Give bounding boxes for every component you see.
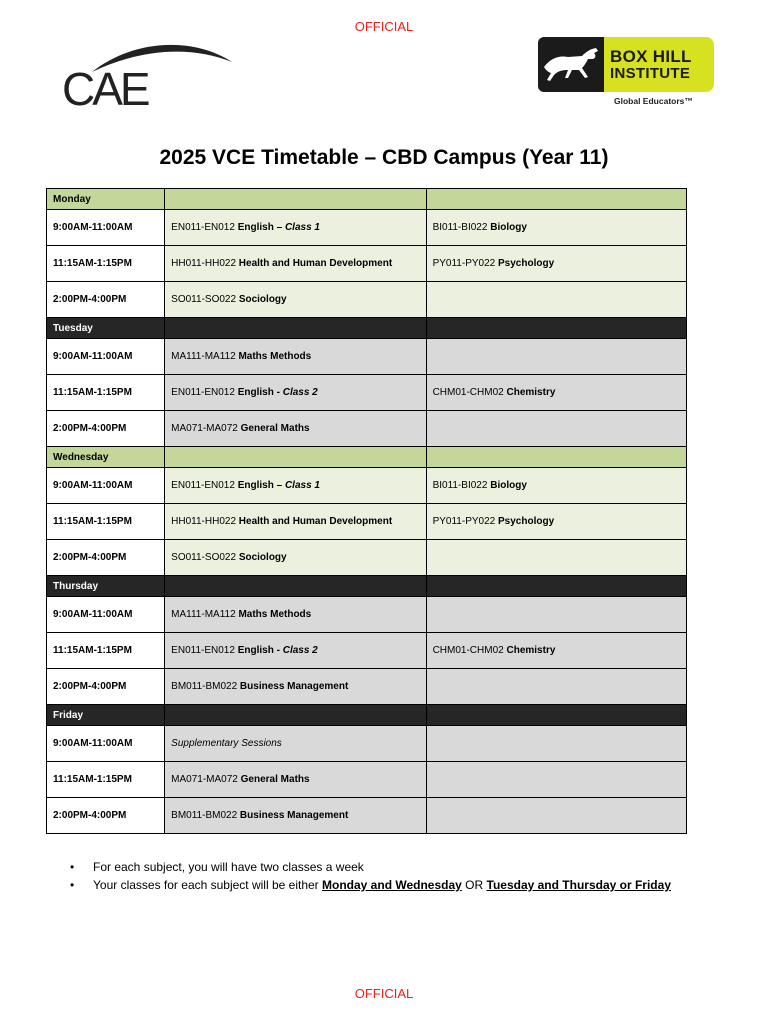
subject-name: Health and Human Development (238, 258, 393, 269)
table-row (47, 762, 687, 798)
page-title: 2025 VCE Timetable – CBD Campus (Year 11) (159, 146, 609, 169)
bullet-icon: • (70, 878, 75, 892)
subject-cell (426, 762, 686, 798)
subject-code: BM011-BM022 (171, 681, 238, 692)
subject-name: Health and Human Development (238, 516, 393, 527)
note-days-option-1: Monday and Wednesday (322, 878, 462, 892)
subject-name: Sociology (238, 294, 287, 305)
subject-code: BI011-BI022 (432, 480, 488, 491)
table-row (47, 411, 687, 447)
subject-cell (165, 468, 426, 504)
bhi-logo-line2: INSTITUTE (610, 65, 691, 82)
subject-code: EN011-EN012 (171, 222, 235, 233)
table-row (47, 669, 687, 705)
subject-code: BI011-BI022 (432, 222, 488, 233)
day-header-cell (165, 576, 426, 597)
day-header-cell (426, 189, 686, 210)
time-slot: 2:00PM-4:00PM (47, 669, 165, 705)
subject-cell (426, 669, 686, 705)
subject-code: EN011-EN012 (171, 645, 235, 656)
day-header-row (47, 705, 687, 726)
note-item (70, 858, 671, 876)
subject-name: Maths Methods (238, 609, 312, 620)
table-row (47, 468, 687, 504)
subject-cell (426, 375, 686, 411)
subject-cell (165, 798, 426, 834)
subject-name: Biology (490, 222, 527, 233)
subject-cell (426, 504, 686, 540)
day-header-cell (165, 318, 426, 339)
note-text-mid: OR (461, 878, 487, 892)
subject-cell (426, 411, 686, 447)
official-marking-bottom: OFFICIAL (354, 986, 414, 1001)
class-number: Class 1 (284, 480, 320, 491)
cae-logo (62, 38, 234, 115)
subject-code: EN011-EN012 (171, 387, 235, 398)
subject-name: Business Management (239, 681, 349, 692)
subject-cell (426, 633, 686, 669)
time-slot: 11:15AM-1:15PM (47, 504, 165, 540)
table-row (47, 633, 687, 669)
box-hill-institute-logo (538, 37, 716, 109)
subject-cell (426, 798, 686, 834)
day-header-cell (165, 189, 426, 210)
subject-code: MA071-MA072 (171, 774, 238, 785)
subject-name: Sociology (238, 552, 287, 563)
class-separator: - (273, 645, 283, 656)
bhi-logo-line1: BOX HILL (610, 47, 692, 66)
subject-code: CHM01-CHM02 (432, 645, 504, 656)
day-header-cell (426, 705, 686, 726)
subject-code: PY011-PY022 (432, 258, 496, 269)
subject-cell (426, 210, 686, 246)
table-row (47, 798, 687, 834)
subject-name: Business Management (239, 810, 349, 821)
table-row (47, 540, 687, 576)
subject-code: MA111-MA112 (171, 609, 236, 620)
time-slot: 11:15AM-1:15PM (47, 762, 165, 798)
table-row (47, 246, 687, 282)
subject-name: General Maths (240, 423, 310, 434)
day-name: Friday (47, 705, 165, 726)
subject-name: Maths Methods (238, 351, 312, 362)
day-header-cell (165, 705, 426, 726)
bhi-tagline: Global Educators™ (614, 96, 693, 106)
day-header-row (47, 189, 687, 210)
table-row (47, 339, 687, 375)
horse-icon (538, 37, 604, 92)
subject-cell (165, 375, 426, 411)
subject-name: Biology (490, 480, 527, 491)
subject-name: English (237, 480, 274, 491)
subject-name: Chemistry (506, 645, 556, 656)
day-header-row (47, 318, 687, 339)
class-separator: – (273, 222, 285, 233)
time-slot: 11:15AM-1:15PM (47, 633, 165, 669)
subject-cell (165, 633, 426, 669)
note-text-prefix: Your classes for each subject will be either (93, 878, 323, 892)
subject-cell (165, 597, 426, 633)
table-row (47, 282, 687, 318)
subject-name: General Maths (240, 774, 310, 785)
time-slot: 9:00AM-11:00AM (47, 210, 165, 246)
subject-code: HH011-HH022 (171, 516, 237, 527)
notes-list (70, 858, 671, 894)
class-separator: - (273, 387, 283, 398)
class-separator: – (273, 480, 285, 491)
note-days-option-2: Tuesday and Thursday or Friday (486, 878, 671, 892)
table-row (47, 726, 687, 762)
subject-cell (165, 411, 426, 447)
subject-name: Psychology (498, 258, 555, 269)
day-name: Wednesday (47, 447, 165, 468)
time-slot: 9:00AM-11:00AM (47, 468, 165, 504)
subject-cell (165, 246, 426, 282)
day-header-cell (426, 576, 686, 597)
table-row (47, 210, 687, 246)
subject-name: English (237, 222, 274, 233)
class-number: Class 2 (282, 387, 318, 398)
subject-cell (165, 669, 426, 705)
cae-logo-text: CAE (62, 63, 148, 115)
day-header-cell (426, 318, 686, 339)
subject-code: MA071-MA072 (171, 423, 238, 434)
timetable (46, 188, 687, 834)
subject-cell (165, 339, 426, 375)
subject-cell (165, 540, 426, 576)
table-row (47, 375, 687, 411)
subject-cell (426, 540, 686, 576)
subject-name: Psychology (498, 516, 555, 527)
subject-name: Chemistry (506, 387, 556, 398)
class-number: Class 2 (282, 645, 318, 656)
table-row (47, 504, 687, 540)
subject-cell (165, 210, 426, 246)
day-header-row (47, 447, 687, 468)
official-marking-top: OFFICIAL (354, 19, 414, 34)
subject-code: CHM01-CHM02 (432, 387, 504, 398)
time-slot: 11:15AM-1:15PM (47, 375, 165, 411)
subject-cell (165, 282, 426, 318)
subject-cell (426, 597, 686, 633)
time-slot: 2:00PM-4:00PM (47, 411, 165, 447)
day-name: Thursday (47, 576, 165, 597)
subject-code: EN011-EN012 (171, 480, 235, 491)
session-note: Supplementary Sessions (171, 738, 282, 749)
time-slot: 9:00AM-11:00AM (47, 339, 165, 375)
subject-code: PY011-PY022 (432, 516, 496, 527)
day-header-cell (426, 447, 686, 468)
subject-cell (165, 726, 426, 762)
time-slot: 2:00PM-4:00PM (47, 798, 165, 834)
class-number: Class 1 (284, 222, 320, 233)
day-name: Monday (47, 189, 165, 210)
subject-code: SO011-SO022 (171, 552, 237, 563)
subject-name: English (237, 387, 274, 398)
subject-cell (426, 282, 686, 318)
subject-code: SO011-SO022 (171, 294, 237, 305)
subject-code: BM011-BM022 (171, 810, 238, 821)
time-slot: 9:00AM-11:00AM (47, 597, 165, 633)
table-row (47, 597, 687, 633)
subject-name: English (237, 645, 274, 656)
note-item (70, 876, 671, 894)
time-slot: 9:00AM-11:00AM (47, 726, 165, 762)
time-slot: 2:00PM-4:00PM (47, 282, 165, 318)
subject-cell (165, 762, 426, 798)
subject-cell (165, 504, 426, 540)
subject-code: MA111-MA112 (171, 351, 236, 362)
time-slot: 11:15AM-1:15PM (47, 246, 165, 282)
subject-code: HH011-HH022 (171, 258, 237, 269)
bullet-icon: • (70, 860, 75, 874)
note-text: For each subject, you will have two classes a week (93, 860, 364, 874)
day-header-cell (165, 447, 426, 468)
subject-cell (426, 726, 686, 762)
subject-cell (426, 246, 686, 282)
subject-cell (426, 468, 686, 504)
subject-cell (426, 339, 686, 375)
day-name: Tuesday (47, 318, 165, 339)
time-slot: 2:00PM-4:00PM (47, 540, 165, 576)
day-header-row (47, 576, 687, 597)
